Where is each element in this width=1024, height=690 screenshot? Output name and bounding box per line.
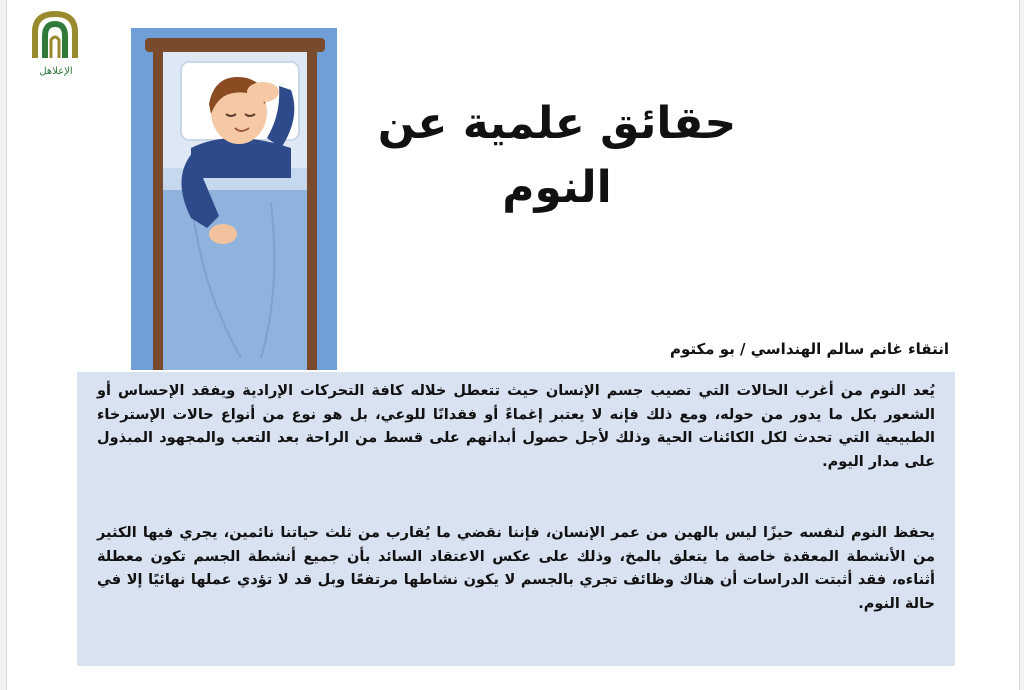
logo-icon bbox=[21, 8, 91, 80]
article-text-box bbox=[77, 372, 955, 666]
title-line-1: حقائق علمية عن bbox=[377, 98, 737, 149]
page-title bbox=[342, 92, 772, 220]
paragraph-2: يحفظ النوم لنفسه حيزًا ليس بالهين من عمر الإنسان، فإننا نقضي ما يُقارب من ثلث حياتنا نائمين، يجري فيها الكثير من الأنشطة المعقدة خاصة ما يتعلق بالمخ، وذلك على عكس الاعتقاد السائد بأن جميع أنشطة الجسم تكون معطلة أثناءه، فقد أثبتت الدراسات أن هناك وظائف تجري بالجسم لا يكون نشاطها مرتفعًا وبل قد لا تؤدي عملها نهائيًا إلا في حالة النوم. bbox=[97, 525, 935, 612]
author-credit: انتقاء غانم سالم الهنداسي / بو مكتوم bbox=[670, 340, 949, 358]
svg-text:الإعلاهل: الإعلاهل bbox=[39, 66, 73, 77]
title-line-2: النوم bbox=[502, 162, 612, 213]
sleeping-man-illustration bbox=[131, 28, 337, 370]
document-page bbox=[6, 0, 1020, 690]
paragraph-1: يُعد النوم من أغرب الحالات التي تصيب جسم الإنسان حيث تتعطل خلاله كافة التحركات الإرادية ويفقد الإحساس أو الشعور بكل ما يدور من حوله، ومع ذلك فإنه لا يعتبر إغماءً أو فقدانًا للوعي، بل هو نوع من أنواع حالات الإسترخاء الطبيعية التي تحدث لكل الكائنات الحية وذلك لأجل حصول أبدانهم على قسط من الراحة بعد التعب والمجهود المبذول على مدار اليوم. bbox=[97, 383, 935, 470]
